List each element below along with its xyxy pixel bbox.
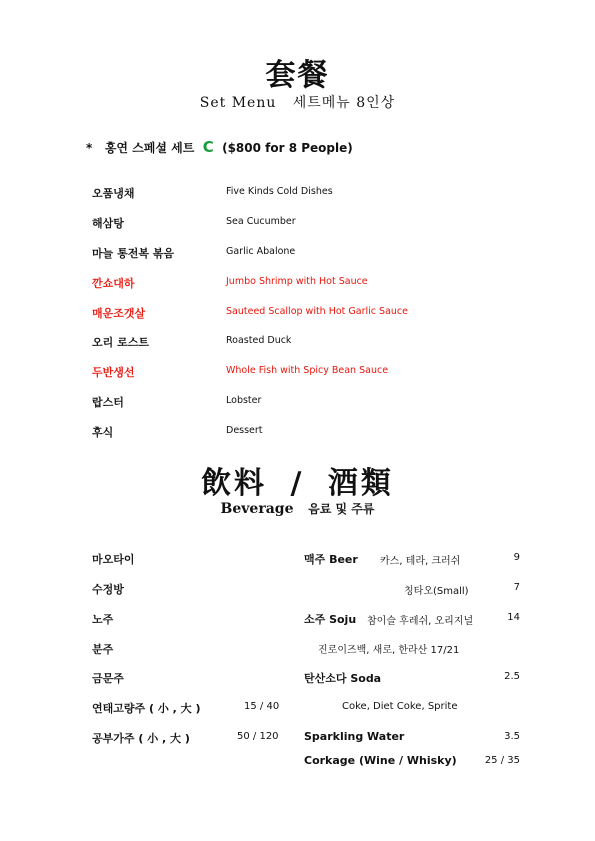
- set-item-en: Roasted Duck: [226, 335, 292, 346]
- set-item-kr: 해삼탕: [92, 217, 124, 230]
- liquor-item: 금문주: [92, 672, 124, 685]
- set-item-kr: 매운조갯살: [92, 307, 146, 320]
- sparkling-water: Sparkling Water: [304, 730, 405, 743]
- subtitle-kr: 세트메뉴 8인상: [292, 95, 396, 111]
- corkage-price: 25 / 35: [484, 755, 520, 766]
- set-item-en: Sauteed Scallop with Hot Garlic Sauce: [226, 306, 408, 317]
- liquor-item: 공부가주 ( 小 , 大 ): [92, 732, 190, 745]
- set-item-kr: 깐쇼대하: [92, 277, 135, 290]
- set-price-note: ($800 for 8 People): [222, 141, 353, 155]
- beer-label: 맥주 Beer: [304, 553, 358, 566]
- beverage-subtitle-kr: 음료 및 주류: [308, 502, 375, 516]
- set-item-en: Garlic Abalone: [226, 246, 296, 257]
- set-item-kr: 오품냉채: [92, 187, 135, 200]
- beer-price: 9: [513, 552, 520, 563]
- set-item-en: Sea Cucumber: [226, 216, 296, 227]
- set-item-kr: 오리 로스트: [92, 336, 149, 349]
- page-subtitle: [0, 92, 595, 112]
- set-letter: C: [202, 138, 214, 156]
- soju-price: 14: [507, 612, 520, 623]
- set-item-en: Dessert: [226, 425, 263, 436]
- liquor-item: 노주: [92, 613, 114, 626]
- beverage-title: 飲料 / 酒類: [201, 466, 394, 501]
- set-item-en: Jumbo Shrimp with Hot Sauce: [226, 276, 368, 287]
- soju-brands: 참이슬 후레쉬, 오리지널: [367, 616, 474, 627]
- liquor-item: 분주: [92, 643, 114, 656]
- tsingtao-price: 7: [513, 582, 520, 593]
- set-item-kr: 후식: [92, 426, 114, 439]
- sparkling-price: 3.5: [504, 731, 520, 742]
- soda-list: Coke, Diet Coke, Sprite: [342, 701, 458, 712]
- set-item-kr: 두반생선: [92, 366, 135, 379]
- soda-label: 탄산소다 Soda: [304, 672, 382, 685]
- page-title: 套餐: [265, 58, 330, 93]
- soju-brands-2: 진로이즈백, 새로, 한라산 17/21: [318, 645, 460, 656]
- soda-price: 2.5: [504, 671, 520, 682]
- bullet: *: [86, 141, 93, 155]
- beer-brands: 카스, 테라, 크러쉬: [380, 556, 461, 567]
- liquor-item: 연태고량주 ( 小 , 大 ): [92, 702, 201, 715]
- set-item-en: Lobster: [226, 395, 262, 406]
- liquor-price: 50 / 120: [237, 731, 279, 742]
- set-item-en: Five Kinds Cold Dishes: [226, 186, 333, 197]
- beverage-subtitle-en: Beverage: [220, 501, 294, 517]
- set-item-en: Whole Fish with Spicy Bean Sauce: [226, 365, 389, 376]
- set-name: 홍연 스페셜 세트: [104, 141, 195, 155]
- tsingtao: 칭타오(Small): [404, 586, 469, 597]
- corkage: Corkage (Wine / Whisky): [304, 754, 457, 767]
- beverage-subtitle: [0, 500, 595, 517]
- liquor-item: 마오타이: [92, 553, 135, 566]
- set-item-kr: 랍스터: [92, 396, 124, 409]
- soju-label: 소주 Soju: [304, 613, 357, 626]
- set-title: [86, 138, 353, 156]
- subtitle-en: Set Menu: [199, 95, 277, 111]
- liquor-price: 15 / 40: [244, 701, 280, 712]
- liquor-item: 수정방: [92, 583, 124, 596]
- set-item-kr: 마늘 통전복 볶음: [92, 247, 175, 260]
